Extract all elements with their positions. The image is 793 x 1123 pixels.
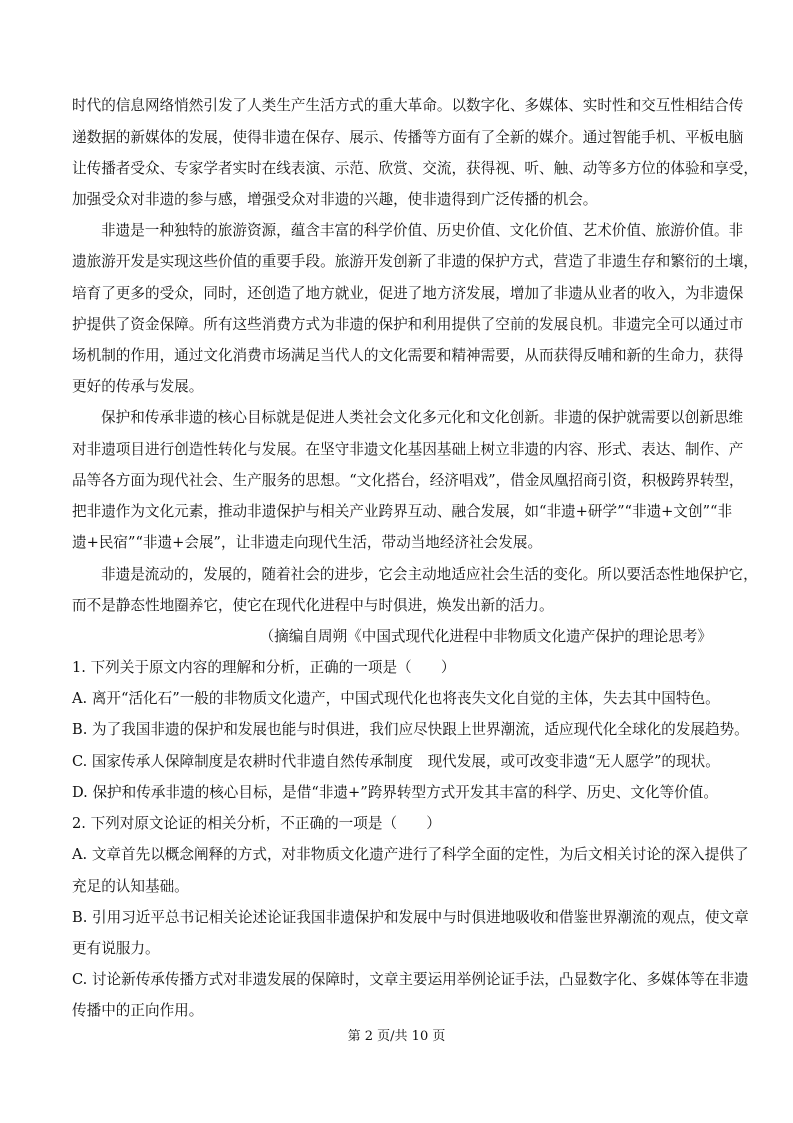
- question-2-option-a-line-1: A. 文章首先以概念阐释的方式，对非物质文化遗产进行了科学全面的定性，为后文相关讨论的深入提供了: [72, 846, 749, 863]
- paragraph-4-line-1: 非遗是流动的，发展的，随着社会的进步，它会主动地适应社会生活的变化。所以要活态性地保护它，: [101, 566, 758, 583]
- page-footer: 第 2 页/共 10 页: [347, 1029, 446, 1044]
- paragraph-2-line-1: 非遗是一种独特的旅游资源，蕴含丰富的科学价值、历史价值、文化价值、艺术价值、旅游价值。非: [101, 222, 744, 239]
- paragraph-3-line-1: 保护和传承非遗的核心目标就是促进人类社会文化多元化和文化创新。非遗的保护就需要以创新思维: [101, 409, 744, 426]
- paragraph-4-line-2: 而不是静态性地圈养它，使它在现代化进程中与时俱进，焕发出新的活力。: [72, 597, 554, 614]
- paragraph-3-line-3: 品等各方面为现代社会、生产服务的思想。“文化搭台，经济唱戏”，借金凤凰招商引资，积极跨界转型，: [72, 472, 744, 489]
- question-2-option-c-line-2: 传播中的正向作用。: [72, 1002, 204, 1019]
- question-2-option-b-line-1: B. 引用习近平总书记相关论述论证我国非遗保护和发展中与时俱进地吸收和借鉴世界潮流的观点，使文章: [72, 909, 749, 926]
- question-2-option-a-line-2: 充足的认知基础。: [72, 878, 189, 895]
- paragraph-2-line-5: 场机制的作用，通过文化消费市场满足当代人的文化需要和精神需要，从而获得反哺和新的生命力，获得: [72, 347, 744, 364]
- paragraph-1-line-1: 时代的信息网络悄然引发了人类生产生活方式的重大革命。以数字化、多媒体、实时性和交互性相结合传: [72, 97, 744, 114]
- question-1-stem: 1. 下列关于原文内容的理解和分析，正确的一项是（ ）: [72, 659, 456, 676]
- paragraph-1-line-4: 加强受众对非遗的参与感，增强受众对非遗的兴趣，使非遗得到广泛传播的机会。: [72, 191, 598, 208]
- question-1-option-a: A. 离开“活化石”一般的非物质文化遗产，中国式现代化也将丧失文化自觉的主体，失去其中国特色。: [72, 690, 720, 707]
- paragraph-2-line-4: 护提供了资金保障。所有这些消费方式为非遗的保护和利用提供了空前的发展良机。非遗完全可以通过市: [72, 316, 744, 333]
- paragraph-2-line-6: 更好的传承与发展。: [72, 378, 204, 395]
- paragraph-1-line-3: 让传播者受众、专家学者实时在线表演、示范、欣赏、交流，获得视、听、触、动等多方位的体验和享受，: [72, 160, 758, 177]
- question-1-option-d: D. 保护和传承非遗的核心目标，是借“非遗+”跨界转型方式开发其丰富的科学、历史、文化等价值。: [72, 784, 718, 801]
- paragraph-2-line-2: 遗旅游开发是实现这些价值的重要手段。旅游开发创新了非遗的保护方式，营造了非遗生存和繁衍的土壤，: [72, 253, 758, 270]
- paragraph-3-line-2: 对非遗项目进行创造性转化与发展。在坚守非遗文化基因基础上树立非遗的内容、形式、表达、制作、产: [72, 441, 744, 458]
- paragraph-3-line-4: 把非遗作为文化元素，推动非遗保护与相关产业跨界互动、融合发展，如“非遗+研学”“非遗+文创”“非: [72, 503, 733, 520]
- question-2-stem: 2. 下列对原文论证的相关分析，不正确的一项是（ ）: [72, 815, 441, 832]
- question-2-option-b-line-2: 更有说服力。: [72, 940, 160, 957]
- question-2-option-c-line-1: C. 讨论新传承传播方式对非遗发展的保障时，文章主要运用举例论证手法，凸显数字化、多媒体等在非遗: [72, 971, 749, 988]
- paragraph-3-line-5: 遗+民宿”“非遗+会展”，让非遗走向现代生活，带动当地经济社会发展。: [72, 534, 543, 551]
- paragraph-1-line-2: 递数据的新媒体的发展，使得非遗在保存、展示、传播等方面有了全新的媒介。通过智能手机、平板电脑: [72, 129, 744, 146]
- question-1-option-b: B. 为了我国非遗的保护和发展也能与时俱进，我们应尽快跟上世界潮流，适应现代化全球化的发展趋势。: [72, 721, 749, 738]
- source-citation: （摘编自周朔《中国式现代化进程中非物质文化遗产保护的理论思考》: [259, 628, 712, 645]
- paragraph-2-line-3: 培育了更多的受众，同时，还创造了地方就业，促进了地方济发展，增加了非遗从业者的收入，为非遗保: [72, 285, 744, 302]
- question-1-option-c: C. 国家传承人保障制度是农耕时代非遗自然传承制度 现代发展，或可改变非遗“无人愿学”的现状。: [72, 753, 720, 770]
